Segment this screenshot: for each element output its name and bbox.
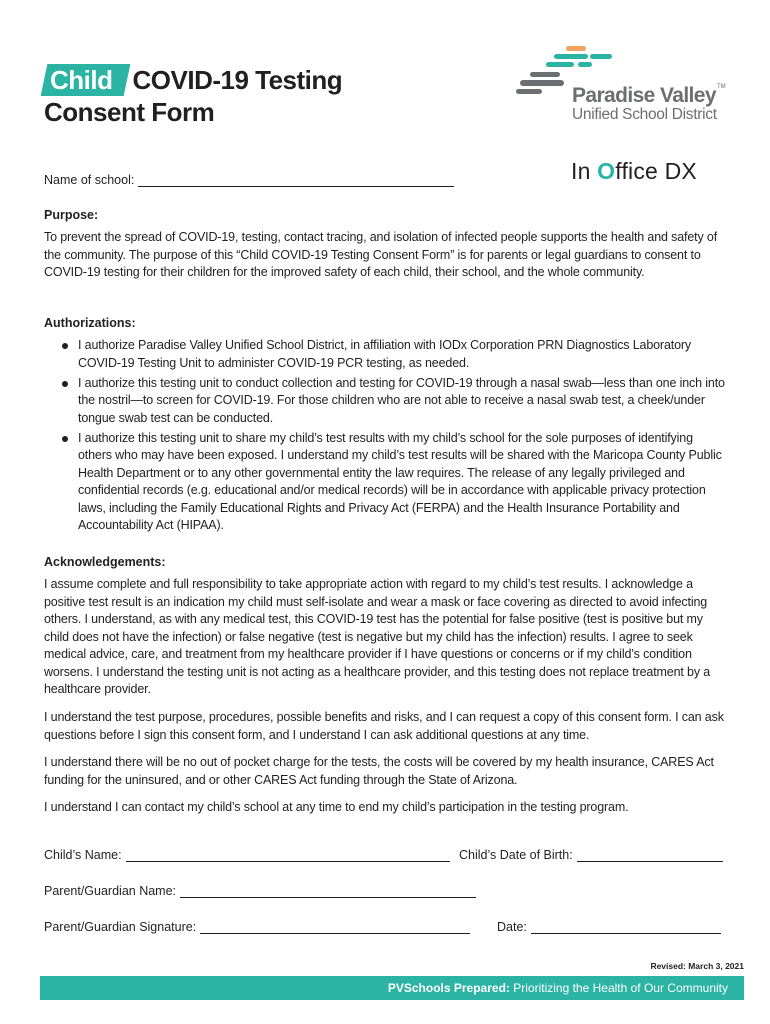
authorizations-list (60, 337, 726, 537)
trademark: TM (717, 84, 726, 90)
list-item: I authorize Paradise Valley Unified School District, in affiliation with IODx Corporation PRN Diagnostics Laboratory COVID-19 Testing Unit to administer COVID-19 PCR testing, as needed. (60, 337, 726, 372)
parent-signature-line[interactable] (200, 920, 470, 934)
revised-date: Revised: March 3, 2021 (650, 961, 744, 971)
school-name-line[interactable] (138, 173, 454, 187)
child-badge: Child (41, 64, 130, 96)
child-dob-field[interactable]: Child’s Date of Birth: (459, 848, 723, 862)
child-dob-line[interactable] (577, 848, 723, 862)
acknowledgement-paragraph: I understand the test purpose, procedures, possible benefits and risks, and I can request a copy of this consent form. I can ask questions before I sign this consent form, and I understand I can ask additional questions at any time. (44, 710, 724, 742)
title-line2: Consent Form (44, 97, 215, 127)
parent-name-line[interactable] (180, 884, 476, 898)
acknowledgement-paragraph: I assume complete and full responsibility to take appropriate action with regard to my child’s test results. I acknowledge a positive test result is an indication my child must self-isolate and wear a mask or face covering as directed to avoid infecting others. I understand, as with any medical test, this COVID-19 test has the potential for false positive (test is positive but my child does not have the infection) or false negative (test is negative but my child has the infection) results. I agree to seek medical advice, care, and treatment from my healthcare provider if I have questions or concerns or if my child’s condition worsens. I understand the testing unit is not acting as a healthcare provider, and this testing does not replace treatment by a healthcare provider. (44, 577, 711, 696)
title-line1: COVID-19 Testing (132, 65, 343, 95)
purpose-text: To prevent the spread of COVID-19, testing, contact tracing, and isolation of infected people supports the health and safety of the community. The purpose of this “Child COVID-19 Testing Consent Form” is for parents or legal guardians to consent to COVID-19 testing for their children for the improved safety of each child, their school, and the whole community. (44, 230, 718, 279)
child-name-field[interactable]: Child’s Name: (44, 848, 450, 862)
date-line[interactable] (531, 920, 721, 934)
purpose-heading: Purpose: (44, 208, 99, 222)
in-office-dx-logo: In Office DX (571, 158, 697, 184)
district-name: Paradise Valley (572, 84, 716, 107)
list-item: I authorize this testing unit to share my child’s test results with my child’s school for the sole purposes of identifying others who may have been exposed. I understand my child’s test results will be shared with the Maricopa County Public Health Department or to any other governmental entity the law requires. The release of any legally privileged and confidential records (e.g. educational and/or medical records) will be in accordance with applicable privacy protection laws, including the Family Educational Rights and Privacy Act (FERPA) and the Health Insurance Portability and Accountability Act (HIPAA). (60, 430, 726, 535)
form-title (44, 64, 342, 128)
school-name-field[interactable]: Name of school: (44, 173, 454, 187)
footer-banner (40, 976, 744, 1000)
parent-signature-field[interactable]: Parent/Guardian Signature: (44, 920, 470, 934)
date-field[interactable]: Date: (497, 920, 721, 934)
acknowledgement-paragraph: I understand I can contact my child’s school at any time to end my child’s participation in the testing program. (44, 800, 629, 814)
parent-name-field[interactable]: Parent/Guardian Name: (44, 884, 476, 898)
child-name-line[interactable] (126, 848, 450, 862)
authorizations-heading: Authorizations: (44, 316, 136, 330)
acknowledgements-heading: Acknowledgements: (44, 555, 166, 569)
footer-text: PVSchools Prepared: Prioritizing the Health of Our Community (387, 981, 728, 995)
acknowledgement-paragraph: I understand there will be no out of pocket charge for the tests, the costs will be covered by my health insurance, CARES Act funding for the uninsured, and or other CARES Act funding through the State of Arizona. (44, 755, 714, 787)
list-item: I authorize this testing unit to conduct collection and testing for COVID-19 through a nasal swab—less than one inch into the nostril—to screen for COVID-19. For those children who are not able to receive a nasal swab test, a cheek/under tongue swab test can be conducted. (60, 375, 726, 428)
district-subtitle: Unified School District (572, 106, 717, 123)
